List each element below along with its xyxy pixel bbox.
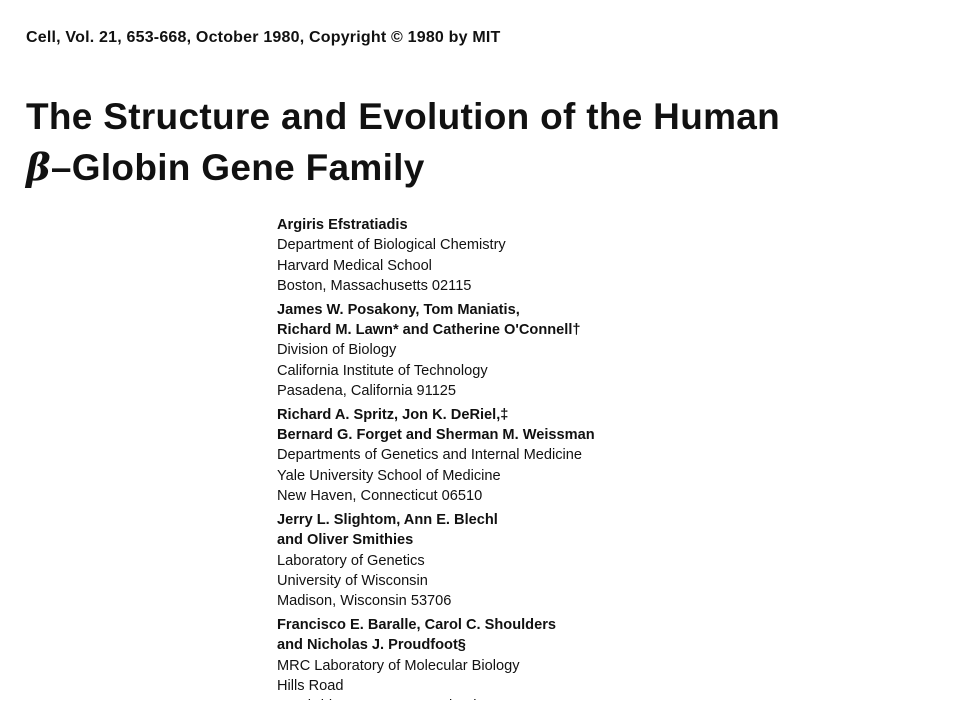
affiliation-line: Yale University School of Medicine (277, 467, 501, 484)
affiliation-line: New Haven, Connecticut 06510 (277, 488, 483, 505)
author-names: Jerry L. Slightom, Ann E. Blechl (277, 511, 498, 528)
author-names: Bernard G. Forget and Sherman M. Weissman (277, 427, 595, 444)
affiliation-line: University of Wisconsin (277, 572, 428, 589)
affiliation-line: Boston, Massachusetts 02115 (277, 278, 472, 295)
author-group (277, 405, 677, 507)
affiliation-line: California Institute of Technology (277, 362, 488, 379)
title-line-2 (26, 142, 780, 193)
affiliation-line: Hills Road (277, 677, 344, 694)
author-group (277, 300, 677, 402)
beta-symbol: β (26, 145, 51, 189)
affiliation-line: Harvard Medical School (277, 257, 432, 274)
author-group (277, 510, 677, 612)
journal-citation: Cell, Vol. 21, 653-668, October 1980, Copyright © 1980 by MIT (26, 29, 501, 46)
page-crop-edge (0, 700, 960, 720)
author-names: James W. Posakony, Tom Maniatis, (277, 301, 520, 318)
affiliation-line: Laboratory of Genetics (277, 552, 425, 569)
author-names: and Nicholas J. Proudfoot§ (277, 637, 466, 654)
title-line-2-text: –Globin Gene Family (50, 147, 425, 188)
author-names: Richard M. Lawn* and Catherine O'Connell† (277, 322, 581, 339)
author-names: Argiris Efstratiadis (277, 217, 408, 233)
affiliation-line: MRC Laboratory of Molecular Biology (277, 657, 520, 674)
affiliation-line: Division of Biology (277, 342, 397, 359)
author-names: and Oliver Smithies (277, 532, 414, 549)
affiliation-line: Pasadena, California 91125 (277, 383, 457, 400)
author-group (277, 215, 677, 297)
author-names: Francisco E. Baralle, Carol C. Shoulders (277, 616, 556, 633)
affiliation-line: Madison, Wisconsin 53706 (277, 593, 452, 610)
paper-title (26, 92, 780, 193)
title-line-1: The Structure and Evolution of the Human (26, 96, 781, 137)
author-list (277, 215, 677, 720)
affiliation-line: Department of Biological Chemistry (277, 237, 506, 254)
author-names: Richard A. Spritz, Jon K. DeRiel,‡ (277, 406, 509, 423)
affiliation-line: Departments of Genetics and Internal Medicine (277, 447, 583, 464)
